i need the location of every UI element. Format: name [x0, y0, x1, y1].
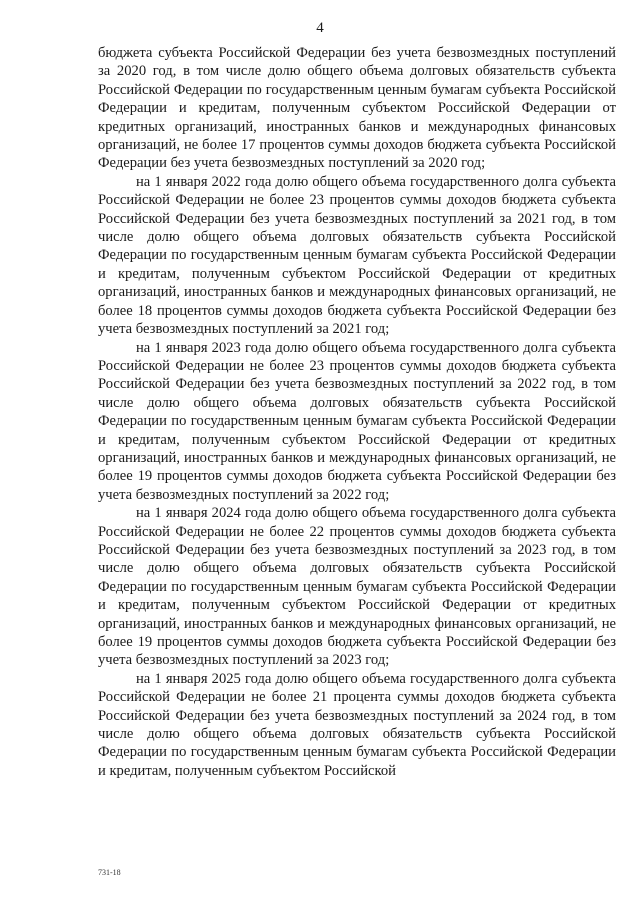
paragraph-2025: на 1 января 2025 года долю общего объема государственного долга субъекта Российской Федерации не более 21 процента суммы доходов бюджета субъекта Российской Федерации без учета безвозмездных поступлений за 2024 год, в том числе долю общего объема долговых обязательств субъекта Российской Федерации по государственным ценным бумагам субъекта Российской Федерации и кредитам, полученным субъектом Российской — [98, 670, 616, 779]
document-code: 731-18 — [98, 868, 121, 877]
paragraph-continuation: бюджета субъекта Российской Федерации без учета безвозмездных поступлений за 2020 год, в том числе долю общего объема долговых обязательств субъекта Российской Федерации по государственным ценным бумагам субъекта Российской Федерации и кредитам, полученным субъектом Российской Федерации от кредитных организаций, иностранных банков и международных финансовых организаций, не более 17 процентов суммы доходов бюджета субъекта Российской Федерации без учета безвозмездных поступлений за 2020 год; — [98, 45, 616, 172]
document-body — [98, 44, 616, 780]
paragraph-2022: на 1 января 2022 года долю общего объема государственного долга субъекта Российской Федерации не более 23 процентов суммы доходов бюджета субъекта Российской Федерации без учета безвозмездных поступлений за 2021 год, в том числе долю общего объема долговых обязательств субъекта Российской Федерации по государственным ценным бумагам субъекта Российской Федерации и кредитам, полученным субъектом Российской Федерации от кредитных организаций, иностранных банков и международных финансовых организаций, не более 18 процентов суммы доходов бюджета субъекта Российской Федерации без учета безвозмездных поступлений за 2021 год; — [98, 173, 616, 338]
paragraph-2023: на 1 января 2023 года долю общего объема государственного долга субъекта Российской Федерации не более 23 процентов суммы доходов бюджета субъекта Российской Федерации без учета безвозмездных поступлений за 2022 год, в том числе долю общего объема долговых обязательств субъекта Российской Федерации по государственным ценным бумагам субъекта Российской Федерации и кредитам, полученным субъектом Российской Федерации от кредитных организаций, иностранных банков и международных финансовых организаций, не более 19 процентов суммы доходов бюджета субъекта Российской Федерации без учета безвозмездных поступлений за 2022 год; — [98, 339, 616, 503]
page-number: 4 — [316, 20, 324, 36]
paragraph-2024: на 1 января 2024 года долю общего объема государственного долга субъекта Российской Федерации не более 22 процентов суммы доходов бюджета субъекта Российской Федерации без учета безвозмездных поступлений за 2023 год, в том числе долю общего объема долговых обязательств субъекта Российской Федерации по государственным ценным бумагам субъекта Российской Федерации и кредитам, полученным субъектом Российской Федерации от кредитных организаций, иностранных банков и международных финансовых организаций, не более 19 процентов суммы доходов бюджета субъекта Российской Федерации без учета безвозмездных поступлений за 2023 год; — [98, 505, 616, 669]
